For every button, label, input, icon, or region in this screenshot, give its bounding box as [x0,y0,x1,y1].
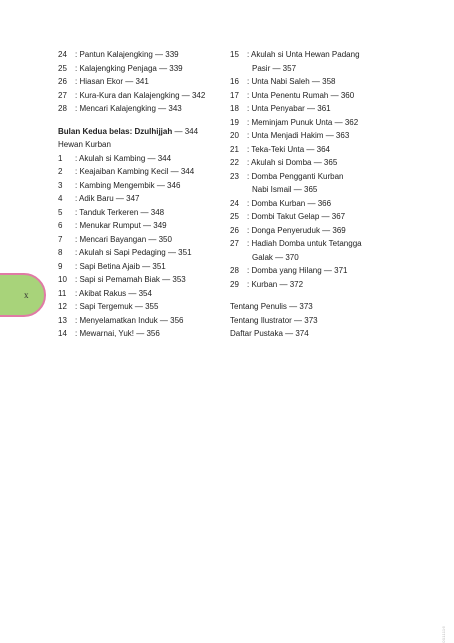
toc-entry-number: 16 [230,77,239,86]
toc-entry [58,75,223,89]
toc-entry-continuation: Pasir — 357 [252,63,297,73]
section-subtitle: Hewan Kurban [58,140,111,149]
toc-entry-body [75,273,223,287]
toc-entry-number: 18 [230,104,239,113]
toc-entry-title: : Hiasan Ekor — 341 [75,77,149,86]
toc-entry [58,219,223,233]
toc-entry [58,314,223,328]
left-column [58,48,223,341]
toc-entry-number: 29 [230,279,239,289]
toc-entry-number: 25 [230,212,239,221]
toc-entry-number: 8 [58,248,63,257]
toc-entry [58,89,223,103]
toc-entry-title: : Kura-Kura dan Kalajengking — 342 [75,90,206,100]
toc-entry [230,89,400,103]
toc-entry-number: 26 [58,77,67,86]
toc-list [58,152,223,341]
toc-list-continued [58,48,223,116]
toc-entry-title: : Mewarnai, Yuk! — 356 [75,329,160,338]
toc-entry [58,165,223,179]
toc-entry-title: : Unta Nabi Saleh — 358 [247,77,336,86]
toc-entry-number: 20 [230,131,239,140]
toc-entry-number: 24 [58,50,67,59]
toc-entry [230,116,400,130]
toc-entry [58,179,223,193]
toc-entry [58,233,223,247]
toc-entry [230,102,400,116]
section-page: — 344 [172,126,199,136]
toc-entry [58,62,223,76]
toc-entry-title: : Akulah si Domba — 365 [247,158,338,167]
toc-entry [230,224,400,238]
toc-entry-body [75,89,223,103]
toc-entry-title: : Meminjam Punuk Unta — 362 [247,117,359,127]
toc-entry-number: 22 [230,158,239,167]
toc-entry-body [247,143,400,157]
toc-entry-title: : Keajaiban Kambing Kecil — 344 [75,167,195,176]
toc-entry-title: : Mencari Bayangan — 350 [75,234,172,244]
toc-entry-body [75,152,223,166]
toc-entry [230,278,400,292]
section-title: Bulan Kedua belas: Dzulhijjah [58,126,173,136]
right-column [230,48,400,341]
toc-entry-number: 28 [58,104,67,113]
toc-entry [230,210,400,224]
toc-entry-body [75,327,223,341]
toc-entry-body [247,89,400,103]
toc-entry [58,102,223,116]
toc-entry-body [247,75,400,89]
toc-entry-body [75,48,223,62]
toc-entry-body [75,192,223,206]
toc-entry-title: : Sapi Tergemuk — 355 [75,302,159,311]
toc-entry-number: 17 [230,90,239,100]
toc-entry-title: : Akulah si Sapi Pedaging — 351 [75,248,192,257]
toc-entry-body [75,165,223,179]
toc-entry [58,246,223,260]
toc-entry-title: : Adik Baru — 347 [75,194,140,203]
toc-entry-body [75,62,223,76]
toc-entry [230,143,400,157]
toc-entry-number: 25 [58,63,67,73]
toc-entry-body [75,102,223,116]
toc-entry-body [75,287,223,301]
toc-entry-number: 4 [58,194,63,203]
toc-entry-title: : Dombi Takut Gelap — 367 [247,212,346,221]
toc-entry-number: 24 [230,198,239,208]
toc-entry-body [247,102,400,116]
toc-entry-number: 7 [58,234,63,244]
toc-entry-body [75,219,223,233]
toc-entry-title: : Akulah si Unta Hewan Padang [247,50,360,59]
toc-entry [58,152,223,166]
toc-entry [230,264,400,278]
toc-entry-title: : Domba Pengganti Kurban [247,171,344,181]
toc-entry-body [247,210,400,224]
toc-entry-title: : Hadiah Domba untuk Tetangga [247,239,362,248]
toc-entry-number: 27 [230,239,239,248]
toc-entry-number: 9 [58,261,63,271]
toc-entry-body [75,206,223,220]
toc-entry [230,237,400,264]
toc-entry-continuation: Nabi Ismail — 365 [252,185,318,194]
toc-entry-number: 14 [58,329,67,338]
toc-entry-number: 27 [58,90,67,100]
toc-entry-number: 6 [58,221,63,230]
toc-entry-title: : Sapi Betina Ajaib — 351 [75,261,166,271]
toc-entry-number: 2 [58,167,63,176]
page-number: x [24,290,29,300]
toc-entry-title: : Akibat Rakus — 354 [75,288,152,298]
toc-entry [230,48,400,75]
toc-entry-number: 11 [58,288,67,298]
toc-entry-title: : Tanduk Terkeren — 348 [75,207,165,217]
toc-entry [58,48,223,62]
toc-entry-number: 12 [58,302,67,311]
toc-entry-title: : Donga Penyeruduk — 369 [247,225,346,235]
toc-entry-title: : Domba Kurban — 366 [247,198,332,208]
toc-entry-title: : Menukar Rumput — 349 [75,221,167,230]
toc-entry [58,300,223,314]
back-matter-entry: Daftar Pustaka — 374 [230,329,309,338]
toc-entry-title: : Mencari Kalajengking — 343 [75,104,182,113]
toc-entry-number: 19 [230,117,239,127]
toc-entry-body [247,264,400,278]
toc-entry-body [247,156,400,170]
toc-entry-body [247,224,400,238]
toc-entry-body [247,197,400,211]
toc-entry-number: 10 [58,275,67,284]
toc-entry-body [247,278,400,292]
chapter-tab-marker [0,273,46,317]
toc-entry-title: : Unta Penentu Rumah — 360 [247,90,355,100]
toc-entry-number: 15 [230,50,239,59]
back-matter-entry: Tentang Penulis — 373 [230,302,313,311]
toc-entry [58,206,223,220]
toc-entry-body [75,314,223,328]
toc-entry-title: : Teka-Teki Unta — 364 [247,144,331,154]
side-code: 0011116 [441,626,446,643]
toc-entry-number: 1 [58,153,63,163]
toc-list [230,48,400,291]
toc-entry-body [75,75,223,89]
toc-entry-body [247,129,400,143]
toc-entry-title: : Kalajengking Penjaga — 339 [75,63,183,73]
toc-entry [58,192,223,206]
back-matter-list [230,300,400,341]
toc-entry-body [75,300,223,314]
toc-entry [230,197,400,211]
toc-entry-number: 26 [230,225,239,235]
back-matter-entry: Tentang Ilustrator — 373 [230,315,318,325]
toc-entry-number: 3 [58,180,63,190]
toc-entry-body [75,179,223,193]
toc-entry-title: : Kambing Mengembik — 346 [75,180,181,190]
toc-entry-body [75,233,223,247]
toc-entry [58,260,223,274]
toc-entry-title: : Unta Penyabar — 361 [247,104,331,113]
toc-entry-number: 28 [230,266,239,275]
toc-entry-title: : Menyelamatkan Induk — 356 [75,315,184,325]
toc-entry-body [247,48,400,75]
toc-entry-number: 23 [230,171,239,181]
toc-entry-title: : Domba yang Hilang — 371 [247,266,348,275]
toc-entry-body [247,237,400,264]
toc-entry-body [247,170,400,197]
toc-entry [230,75,400,89]
toc-entry-body [75,246,223,260]
toc-entry-title: : Kurban — 372 [247,279,304,289]
toc-entry-body [75,260,223,274]
toc-entry [230,129,400,143]
toc-entry-number: 13 [58,315,67,325]
toc-entry [230,156,400,170]
toc-entry-body [247,116,400,130]
toc-entry-continuation: Galak — 370 [252,252,299,262]
toc-entry-number: 21 [230,144,239,154]
toc-entry [58,287,223,301]
toc-entry-title: : Unta Menjadi Hakim — 363 [247,131,350,140]
toc-entry-title: : Pantun Kalajengking — 339 [75,50,179,59]
toc-entry-title: : Sapi si Pemamah Biak — 353 [75,275,186,284]
toc-entry-title: : Akulah si Kambing — 344 [75,153,172,163]
toc-entry [58,273,223,287]
toc-entry-number: 5 [58,207,63,217]
section-heading [58,125,223,139]
toc-entry [230,170,400,197]
toc-entry [58,327,223,341]
